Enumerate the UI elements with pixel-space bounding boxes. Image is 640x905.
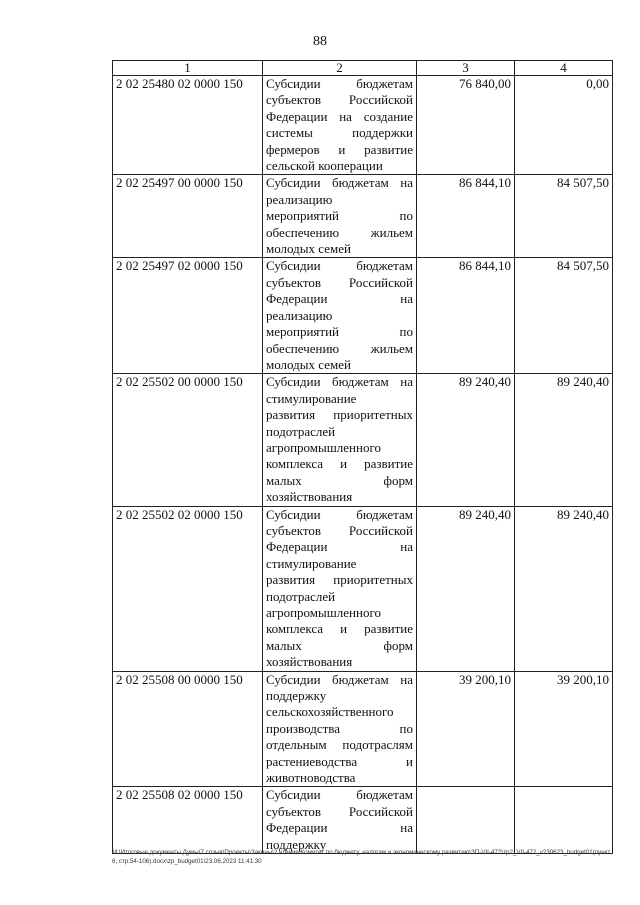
revenue-name-line: производства по xyxy=(266,720,413,736)
table-row xyxy=(113,258,613,374)
revenue-name-line: Федерации на xyxy=(266,820,413,836)
revenue-name-line: сельской кооперации xyxy=(266,158,383,174)
budget-code-cell: 2 02 25508 00 0000 150 xyxy=(113,671,263,787)
revenue-name-line: молодых семей xyxy=(266,356,351,372)
column-header-1: 1 xyxy=(113,61,263,76)
table-row xyxy=(113,787,613,854)
revenue-name-line: субъектов Российской xyxy=(266,92,413,108)
amount-col3-cell: 86 844,10 xyxy=(417,258,515,374)
budget-code-cell: 2 02 25502 00 0000 150 xyxy=(113,374,263,506)
revenue-name-line: Федерации на создание xyxy=(266,108,413,124)
revenue-name-line: молодых семей xyxy=(266,241,351,257)
document-footer-path: M:\Итоговые документы Думы\7 созыв\Проекты\Законы\2 чтение\Комитет по бюджету, налогам и экономическому развитию\ЗП-VII-472\zp2_VII-472_v230623_budget01(пункт 6, стр.54-106).docx\zp_budget01\23.06.2023 11:41:30 xyxy=(112,849,611,865)
budget-code-cell: 2 02 25497 02 0000 150 xyxy=(113,258,263,374)
revenue-name-cell xyxy=(263,506,417,671)
amount-col3-cell xyxy=(417,787,515,854)
revenue-name-line: развития приоритетных xyxy=(266,407,413,423)
revenue-name-line: реализацию xyxy=(266,191,333,207)
revenue-name-line: агропромышленного xyxy=(266,605,381,620)
revenue-name-line: хозяйствования xyxy=(266,489,353,505)
revenue-name-line: реализацию xyxy=(266,307,333,323)
table-row xyxy=(113,76,613,175)
column-header-2: 2 xyxy=(263,61,417,76)
amount-col4-cell: 89 240,40 xyxy=(515,374,613,506)
revenue-name-line: субъектов Российской xyxy=(266,274,413,290)
table-body xyxy=(113,76,613,854)
revenue-name-line: стимулирование xyxy=(266,555,357,571)
amount-col4-cell: 89 240,40 xyxy=(515,506,613,671)
revenue-name-line: отдельным подотраслям xyxy=(266,737,413,753)
revenue-name-cell xyxy=(263,175,417,258)
budget-code-cell: 2 02 25497 00 0000 150 xyxy=(113,175,263,258)
revenue-name-line: Субсидии бюджетам xyxy=(266,258,413,274)
revenue-name-line: фермеров и развитие xyxy=(266,141,413,157)
revenue-name-line: Субсидии бюджетам xyxy=(266,506,413,522)
column-header-4: 4 xyxy=(515,61,613,76)
revenue-name-line: хозяйствования xyxy=(266,654,353,670)
revenue-name-line: мероприятий по xyxy=(266,208,413,224)
table-row xyxy=(113,374,613,506)
revenue-name-line: Федерации на xyxy=(266,539,413,555)
column-header-3: 3 xyxy=(417,61,515,76)
amount-col4-cell: 84 507,50 xyxy=(515,258,613,374)
revenue-name-line: субъектов Российской xyxy=(266,803,413,819)
revenue-name-line: поддержку xyxy=(266,836,327,852)
budget-code-cell: 2 02 25502 02 0000 150 xyxy=(113,506,263,671)
revenue-name-line: обеспечению жильем xyxy=(266,340,413,356)
budget-code-cell: 2 02 25480 02 0000 150 xyxy=(113,76,263,175)
revenue-name-cell xyxy=(263,787,417,854)
amount-col3-cell: 39 200,10 xyxy=(417,671,515,787)
revenue-name-line: малых форм xyxy=(266,472,413,488)
revenue-name-line: агропромышленного xyxy=(266,439,381,455)
revenue-name-cell xyxy=(263,374,417,506)
revenue-name-line: субъектов Российской xyxy=(266,522,413,538)
amount-col3-cell: 86 844,10 xyxy=(417,175,515,258)
revenue-name-line: подотраслей xyxy=(266,423,336,439)
revenue-name-line: комплекса и развитие xyxy=(266,621,413,637)
page-number: 88 xyxy=(313,34,327,49)
revenue-name-line: Субсидии бюджетам на xyxy=(266,175,413,191)
budget-code-cell: 2 02 25508 02 0000 150 xyxy=(113,787,263,854)
revenue-name-line: обеспечению жильем xyxy=(266,224,413,240)
revenue-name-line: Субсидии бюджетам xyxy=(266,787,413,803)
revenue-name-line: поддержку xyxy=(266,688,327,704)
amount-col4-cell: 84 507,50 xyxy=(515,175,613,258)
table-row xyxy=(113,671,613,787)
amount-col3-cell: 76 840,00 xyxy=(417,76,515,175)
amount-col3-cell: 89 240,40 xyxy=(417,506,515,671)
revenue-name-line: растениеводства и xyxy=(266,753,413,769)
revenue-name-line: системы поддержки xyxy=(266,125,413,141)
budget-table xyxy=(112,60,613,854)
revenue-name-line: стимулирование xyxy=(266,390,357,406)
revenue-name-line: животноводства xyxy=(266,770,356,786)
revenue-name-line: подотраслей xyxy=(266,588,336,604)
table-row xyxy=(113,175,613,258)
revenue-name-line: комплекса и развитие xyxy=(266,456,413,472)
revenue-name-line: сельскохозяйственного xyxy=(266,704,394,720)
amount-col4-cell: 0,00 xyxy=(515,76,613,175)
revenue-name-line: Субсидии бюджетам xyxy=(266,76,413,91)
revenue-name-cell xyxy=(263,76,417,175)
amount-col4-cell xyxy=(515,787,613,854)
revenue-name-line: развития приоритетных xyxy=(266,572,413,588)
revenue-name-line: Субсидии бюджетам на xyxy=(266,671,413,687)
revenue-name-line: малых форм xyxy=(266,637,413,653)
revenue-name-cell xyxy=(263,671,417,787)
revenue-name-line: Федерации на xyxy=(266,291,413,307)
table-row xyxy=(113,506,613,671)
table-header-row xyxy=(113,61,613,76)
revenue-name-line: Субсидии бюджетам на xyxy=(266,374,413,390)
amount-col3-cell: 89 240,40 xyxy=(417,374,515,506)
revenue-name-cell xyxy=(263,258,417,374)
revenue-name-line: мероприятий по xyxy=(266,324,413,340)
amount-col4-cell: 39 200,10 xyxy=(515,671,613,787)
